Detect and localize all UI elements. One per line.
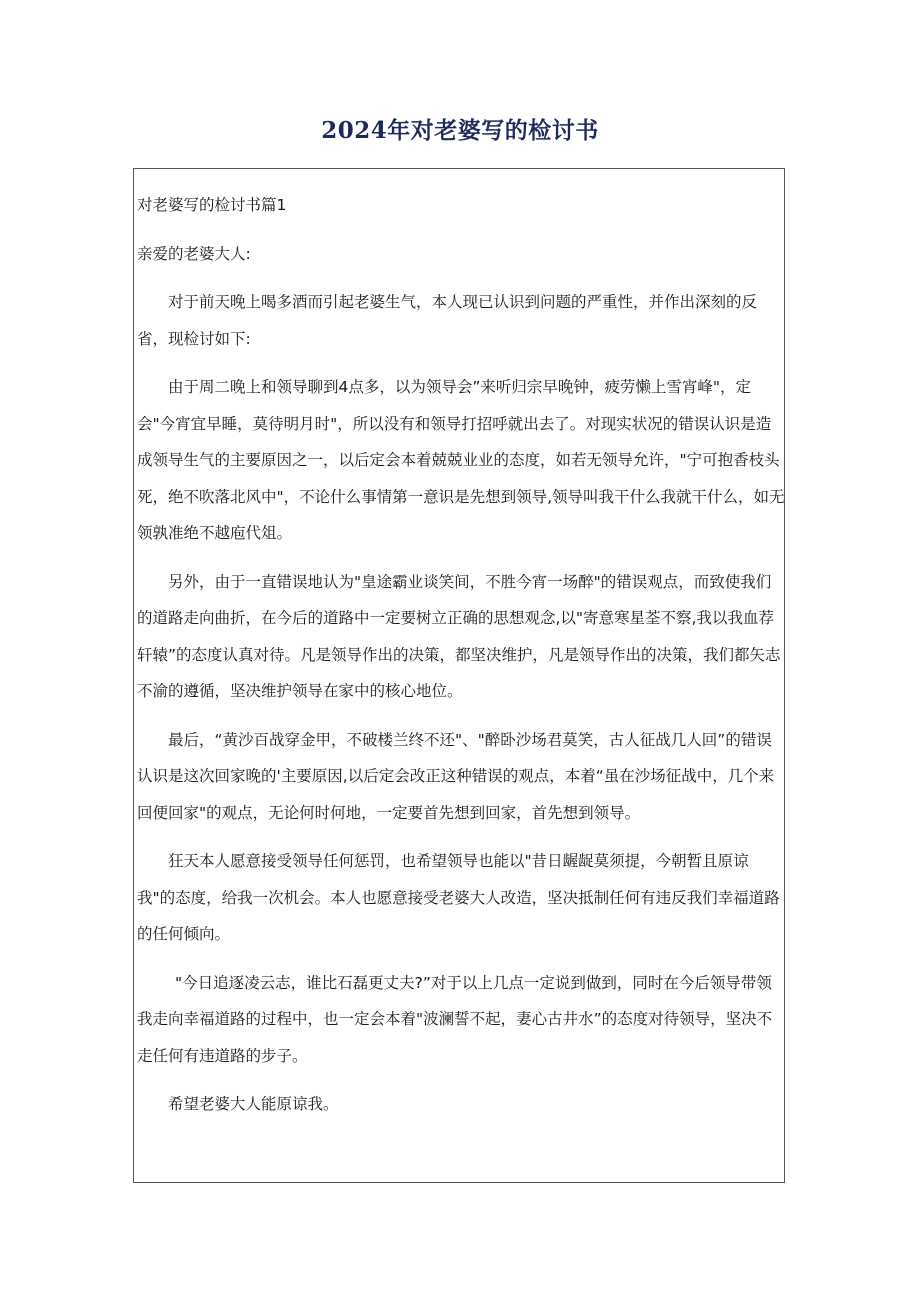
paragraph: 由于周二晚上和领导聊到4点多，以为领导会”来听归宗早晚钟，疲劳懒上雪宵峰"，定会"今宵宜早睡，莫待明月时"，所以没有和领导打招呼就出去了。对现实状况的错误认识是造成领导生气的主要原因之一，以后定会本着兢兢业业的态度，如若无领导允许，"宁可抱香枝头死，绝不吹落北风中"，不论什么事情第一意识是先想到领导,领导叫我干什么我就干什么，如无领孰准绝不越庖代俎。 [137, 378, 785, 542]
paragraph: 另外，由于一直错误地认为"皇途霸业谈笑间，不胜今宵一场醉"的错误观点，而致使我们的道路走向曲折，在今后的道路中一定要树立正确的思想观念,以"寄意寒星荃不察,我以我血荐轩辕”的态度认真对待。凡是领导作出的决策，都坚决维护，凡是领导作出的决策，我们都矢志不渝的遵循，坚决维护领导在家中的核心地位。 [137, 572, 781, 700]
closing-line: 希望老婆大人能原谅我。 [168, 1095, 339, 1113]
document-body [137, 187, 785, 1135]
section-heading: 对老婆写的检讨书篇1 [137, 196, 287, 214]
paragraph: 最后，“黄沙百战穿金甲，不破楼兰终不还"、"醉卧沙场君莫笑，古人征战几人回”的错误认识是这次回家晚的'主要原因,以后定会改正这种错误的观点，本着“虽在沙场征战中，几个来回便回家"的观点，无论何时何地，一定要首先想到回家，首先想到领导。 [137, 730, 775, 822]
paragraph: 狂天本人愿意接受领导任何惩罚，也希望领导也能以"昔日龌龊莫须提，今朝暂且原谅我"的态度，给我一次机会。本人也愿意接受老婆大人改造，坚决抵制任何有违反我们幸福道路的任何倾向。 [137, 852, 780, 943]
document-frame [133, 168, 785, 1183]
document-title: 2024年对老婆写的检讨书 [321, 117, 599, 144]
paragraph: "今日追逐凌云志，谁比石磊更丈夫?”对于以上几点一定说到做到，同时在今后领导带领我走向幸福道路的过程中，也一定会本着"波澜誓不起，妻心古井水”的态度对待领导，坚决不走任何有违道路的步子。 [137, 973, 773, 1065]
paragraph: 对于前天晚上喝多酒而引起老婆生气，本人现已认识到问题的严重性，并作出深刻的反省，现检讨如下: [137, 293, 758, 348]
salutation: 亲爱的老婆大人: [137, 244, 251, 263]
